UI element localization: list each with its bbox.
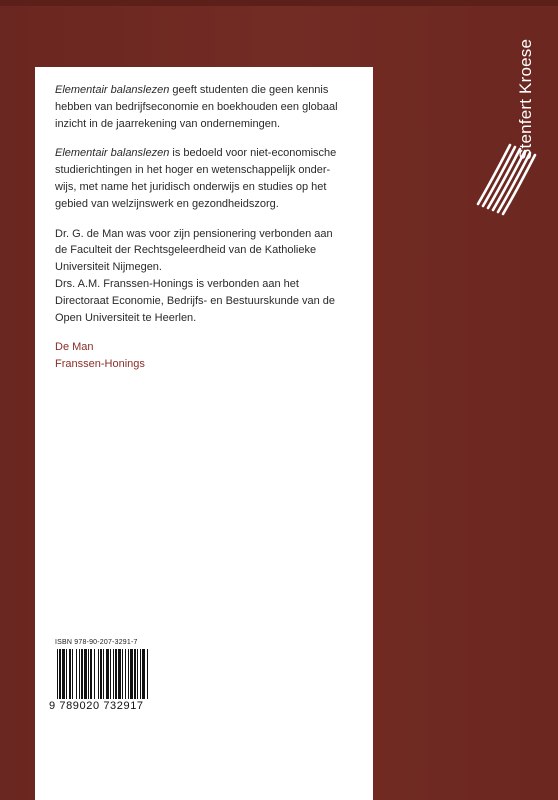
book-title-italic: Elementair balanslezen (55, 147, 170, 160)
isbn-label: ISBN 978-90-207-3291-7 (55, 639, 138, 646)
barcode (55, 649, 183, 701)
text-line: geeft studenten die geen kennis (169, 84, 329, 96)
text-panel (35, 67, 373, 800)
text-line: Drs. A.M. Franssen-Honings is verbonden aan het (55, 277, 299, 290)
text-line: is bedoeld voor niet-economische (169, 147, 337, 160)
cover-top-edge (0, 0, 558, 6)
text-line: wijs, met name het juridisch onderwijs en studies op het (55, 180, 327, 193)
text-line: Universiteit Nijmegen. (55, 261, 162, 274)
author-bio (55, 226, 365, 327)
book-title-italic: Elementair balanslezen (55, 84, 170, 96)
text-line: gebied van welzijnswerk en gezondheidszorg. (55, 197, 279, 210)
author-names (55, 339, 365, 373)
text-line: de Faculteit der Rechtsgeleerdheid van de Katholieke (55, 244, 317, 257)
publisher-name: Stenfert Kroese (516, 38, 535, 160)
barcode-digits: 9 789020 732917 (49, 700, 144, 712)
description-paragraph-2 (55, 145, 365, 212)
description-paragraph-1 (55, 82, 365, 132)
text-line: Dr. G. de Man was voor zijn pensionering verbonden aan (55, 227, 333, 240)
author-name: De Man (55, 341, 94, 354)
author-name: Franssen-Honings (55, 358, 145, 371)
text-line: inzicht in de jaarrekening van ondernemingen. (55, 117, 281, 130)
text-block (55, 82, 365, 373)
text-line: studierichtingen in het hoger en wetenschappelijk onder- (55, 164, 331, 177)
text-line: Open Universiteit te Heerlen. (55, 311, 197, 324)
text-line: Directoraat Economie, Bedrijfs- en Bestuurskunde van de (55, 294, 336, 307)
text-line: hebben van bedrijfseconomie en boekhouden een globaal (55, 100, 338, 113)
